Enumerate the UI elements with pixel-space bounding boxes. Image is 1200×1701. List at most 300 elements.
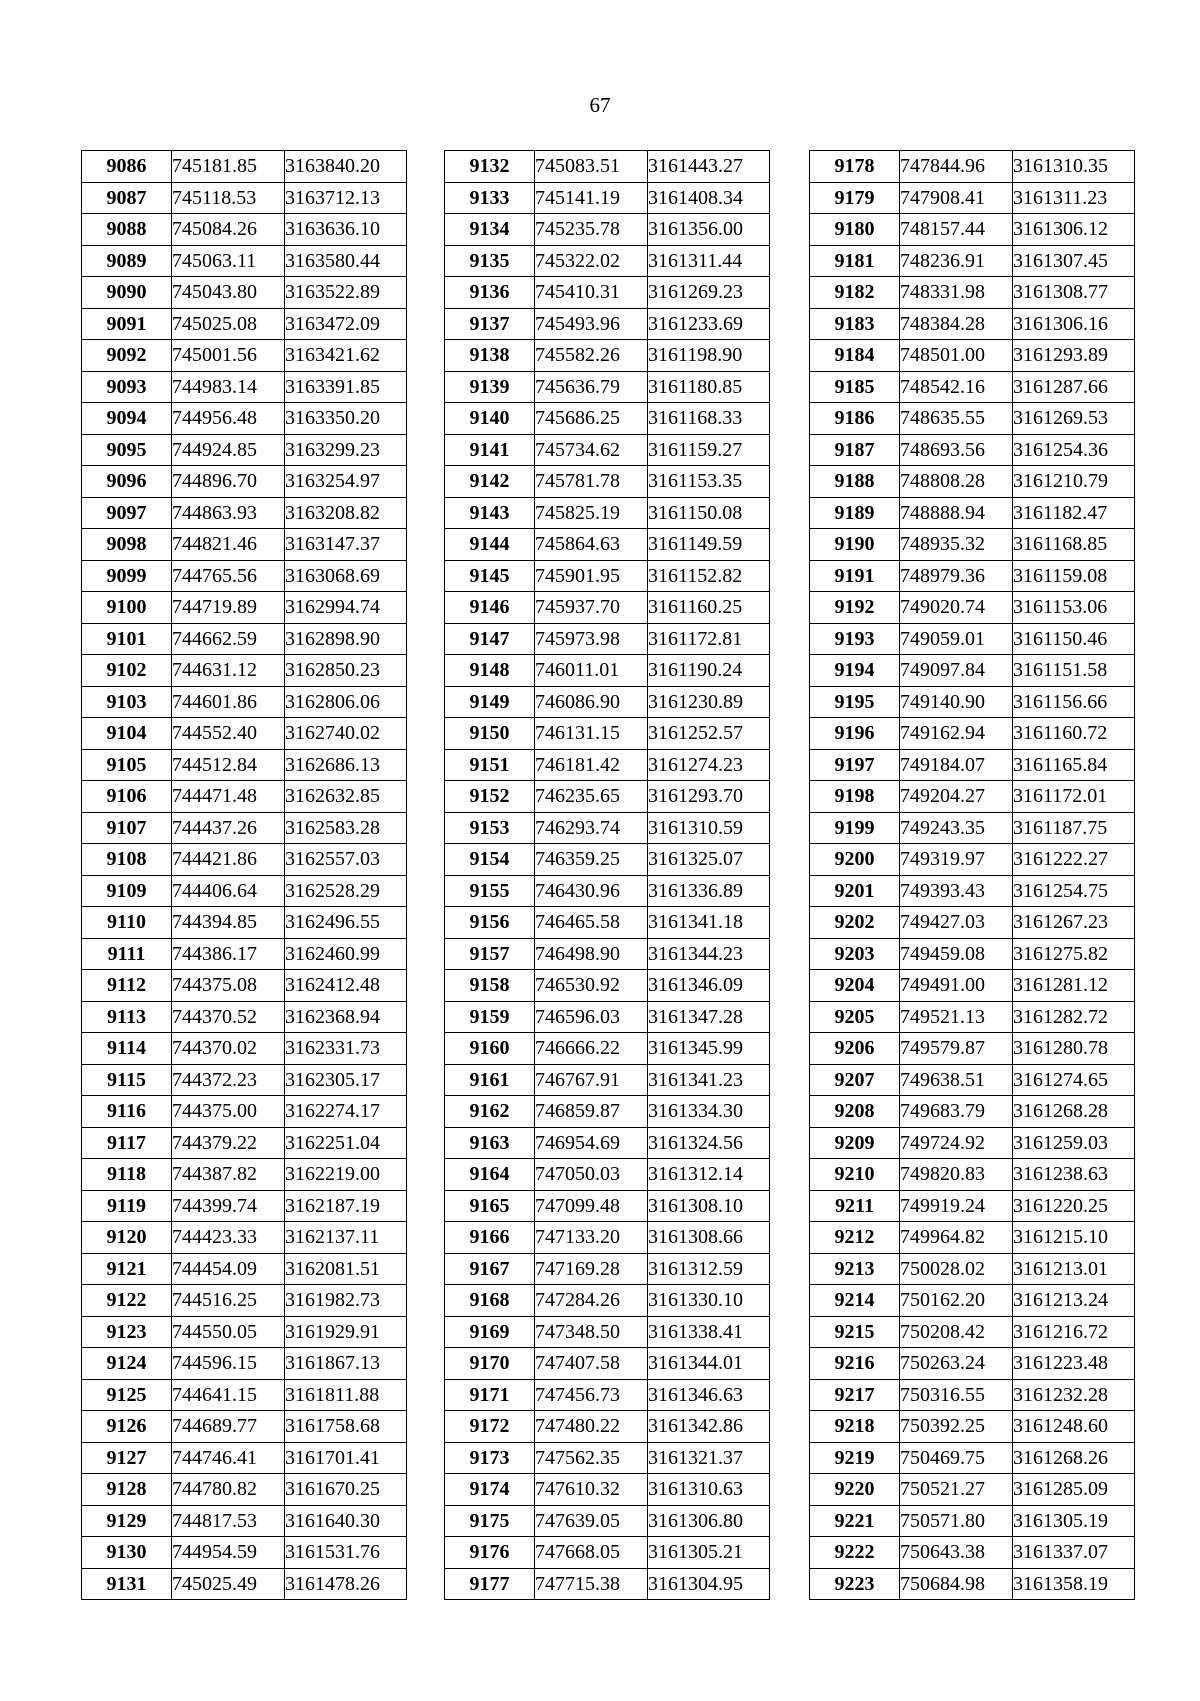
table-row: [810, 781, 1135, 813]
x-coordinate-cell: 747169.28: [535, 1253, 648, 1285]
x-coordinate-cell: 748157.44: [900, 214, 1013, 246]
table-row: [82, 907, 407, 939]
y-coordinate-cell: 3161304.95: [648, 1568, 770, 1600]
point-number-cell: 9131: [82, 1568, 172, 1600]
x-coordinate-cell: 747668.05: [535, 1537, 648, 1569]
table-row: [445, 1222, 770, 1254]
y-coordinate-cell: 3162368.94: [285, 1001, 407, 1033]
y-coordinate-cell: 3163840.20: [285, 151, 407, 183]
table-row: [445, 781, 770, 813]
x-coordinate-cell: 749097.84: [900, 655, 1013, 687]
point-number-cell: 9182: [810, 277, 900, 309]
y-coordinate-cell: 3163068.69: [285, 560, 407, 592]
x-coordinate-cell: 746530.92: [535, 970, 648, 1002]
point-number-cell: 9129: [82, 1505, 172, 1537]
table-row: [445, 938, 770, 970]
table-row: [82, 1001, 407, 1033]
point-number-cell: 9102: [82, 655, 172, 687]
x-coordinate-cell: 745322.02: [535, 245, 648, 277]
table-row: [445, 1474, 770, 1506]
point-number-cell: 9195: [810, 686, 900, 718]
x-coordinate-cell: 748501.00: [900, 340, 1013, 372]
x-coordinate-cell: 746498.90: [535, 938, 648, 970]
point-number-cell: 9171: [445, 1379, 535, 1411]
y-coordinate-cell: 3161344.23: [648, 938, 770, 970]
x-coordinate-cell: 745493.96: [535, 308, 648, 340]
y-coordinate-cell: 3162632.85: [285, 781, 407, 813]
table-row: [810, 1411, 1135, 1443]
point-number-cell: 9187: [810, 434, 900, 466]
table-row: [810, 340, 1135, 372]
point-number-cell: 9188: [810, 466, 900, 498]
y-coordinate-cell: 3161334.30: [648, 1096, 770, 1128]
table-row: [445, 1442, 770, 1474]
y-coordinate-cell: 3161330.10: [648, 1285, 770, 1317]
y-coordinate-cell: 3161312.14: [648, 1159, 770, 1191]
x-coordinate-cell: 749243.35: [900, 812, 1013, 844]
x-coordinate-cell: 747610.32: [535, 1474, 648, 1506]
y-coordinate-cell: 3162274.17: [285, 1096, 407, 1128]
point-number-cell: 9136: [445, 277, 535, 309]
point-number-cell: 9213: [810, 1253, 900, 1285]
y-coordinate-cell: 3161230.89: [648, 686, 770, 718]
point-number-cell: 9099: [82, 560, 172, 592]
x-coordinate-cell: 744406.64: [172, 875, 285, 907]
x-coordinate-cell: 745582.26: [535, 340, 648, 372]
x-coordinate-cell: 746131.15: [535, 718, 648, 750]
x-coordinate-cell: 747456.73: [535, 1379, 648, 1411]
x-coordinate-cell: 744954.59: [172, 1537, 285, 1569]
point-number-cell: 9158: [445, 970, 535, 1002]
table-row: [82, 340, 407, 372]
y-coordinate-cell: 3162305.17: [285, 1064, 407, 1096]
y-coordinate-cell: 3163350.20: [285, 403, 407, 435]
y-coordinate-cell: 3161213.01: [1013, 1253, 1135, 1285]
point-number-cell: 9168: [445, 1285, 535, 1317]
y-coordinate-cell: 3161215.10: [1013, 1222, 1135, 1254]
x-coordinate-cell: 748236.91: [900, 245, 1013, 277]
table-row: [445, 1096, 770, 1128]
table-row: [810, 403, 1135, 435]
y-coordinate-cell: 3161159.08: [1013, 560, 1135, 592]
x-coordinate-cell: 744983.14: [172, 371, 285, 403]
x-coordinate-cell: 745864.63: [535, 529, 648, 561]
table-row: [810, 938, 1135, 970]
table-row: [810, 875, 1135, 907]
table-row: [82, 1127, 407, 1159]
x-coordinate-cell: 750684.98: [900, 1568, 1013, 1600]
point-number-cell: 9121: [82, 1253, 172, 1285]
table-row: [445, 1348, 770, 1380]
point-number-cell: 9157: [445, 938, 535, 970]
y-coordinate-cell: 3161269.23: [648, 277, 770, 309]
table-row: [82, 434, 407, 466]
x-coordinate-cell: 744394.85: [172, 907, 285, 939]
y-coordinate-cell: 3161160.72: [1013, 718, 1135, 750]
point-number-cell: 9135: [445, 245, 535, 277]
table-row: [445, 1379, 770, 1411]
table-row: [445, 812, 770, 844]
table-row: [445, 875, 770, 907]
x-coordinate-cell: 747844.96: [900, 151, 1013, 183]
table-row: [82, 781, 407, 813]
y-coordinate-cell: 3161346.63: [648, 1379, 770, 1411]
y-coordinate-cell: 3161168.33: [648, 403, 770, 435]
y-coordinate-cell: 3161310.63: [648, 1474, 770, 1506]
table-row: [445, 1537, 770, 1569]
y-coordinate-cell: 3161758.68: [285, 1411, 407, 1443]
y-coordinate-cell: 3161287.66: [1013, 371, 1135, 403]
y-coordinate-cell: 3161269.53: [1013, 403, 1135, 435]
table-row: [810, 1537, 1135, 1569]
y-coordinate-cell: 3161150.46: [1013, 623, 1135, 655]
y-coordinate-cell: 3161308.77: [1013, 277, 1135, 309]
point-number-cell: 9155: [445, 875, 535, 907]
point-number-cell: 9143: [445, 497, 535, 529]
coordinate-table-3: [809, 150, 1135, 1600]
page-number: 67: [589, 93, 611, 117]
table-row: [810, 749, 1135, 781]
table-row: [82, 844, 407, 876]
table-row: [810, 1348, 1135, 1380]
x-coordinate-cell: 744516.25: [172, 1285, 285, 1317]
y-coordinate-cell: 3161159.27: [648, 434, 770, 466]
point-number-cell: 9144: [445, 529, 535, 561]
x-coordinate-cell: 744421.86: [172, 844, 285, 876]
table-row: [810, 970, 1135, 1002]
x-coordinate-cell: 748384.28: [900, 308, 1013, 340]
table-row: [810, 308, 1135, 340]
y-coordinate-cell: 3163580.44: [285, 245, 407, 277]
point-number-cell: 9119: [82, 1190, 172, 1222]
y-coordinate-cell: 3161341.18: [648, 907, 770, 939]
y-coordinate-cell: 3161310.35: [1013, 151, 1135, 183]
table-row: [445, 844, 770, 876]
table-row: [810, 1568, 1135, 1600]
point-number-cell: 9095: [82, 434, 172, 466]
x-coordinate-cell: 748888.94: [900, 497, 1013, 529]
x-coordinate-cell: 744896.70: [172, 466, 285, 498]
x-coordinate-cell: 746430.96: [535, 875, 648, 907]
point-number-cell: 9091: [82, 308, 172, 340]
point-number-cell: 9196: [810, 718, 900, 750]
table-row: [445, 623, 770, 655]
y-coordinate-cell: 3161293.89: [1013, 340, 1135, 372]
point-number-cell: 9183: [810, 308, 900, 340]
table-row: [445, 1285, 770, 1317]
point-number-cell: 9133: [445, 182, 535, 214]
point-number-cell: 9166: [445, 1222, 535, 1254]
point-number-cell: 9137: [445, 308, 535, 340]
x-coordinate-cell: 744601.86: [172, 686, 285, 718]
point-number-cell: 9175: [445, 1505, 535, 1537]
x-coordinate-cell: 745141.19: [535, 182, 648, 214]
table-row: [82, 1474, 407, 1506]
point-number-cell: 9140: [445, 403, 535, 435]
y-coordinate-cell: 3163254.97: [285, 466, 407, 498]
point-number-cell: 9100: [82, 592, 172, 624]
point-number-cell: 9113: [82, 1001, 172, 1033]
point-number-cell: 9201: [810, 875, 900, 907]
table-row: [82, 1348, 407, 1380]
table-row: [82, 1222, 407, 1254]
point-number-cell: 9125: [82, 1379, 172, 1411]
point-number-cell: 9215: [810, 1316, 900, 1348]
point-number-cell: 9219: [810, 1442, 900, 1474]
x-coordinate-cell: 746596.03: [535, 1001, 648, 1033]
y-coordinate-cell: 3161982.73: [285, 1285, 407, 1317]
point-number-cell: 9161: [445, 1064, 535, 1096]
x-coordinate-cell: 749964.82: [900, 1222, 1013, 1254]
x-coordinate-cell: 744550.05: [172, 1316, 285, 1348]
table-row: [445, 718, 770, 750]
y-coordinate-cell: 3161238.63: [1013, 1159, 1135, 1191]
table-row: [445, 686, 770, 718]
x-coordinate-cell: 746181.42: [535, 749, 648, 781]
point-number-cell: 9190: [810, 529, 900, 561]
table-row: [82, 1537, 407, 1569]
x-coordinate-cell: 745063.11: [172, 245, 285, 277]
table-row: [445, 970, 770, 1002]
point-number-cell: 9220: [810, 1474, 900, 1506]
point-number-cell: 9111: [82, 938, 172, 970]
x-coordinate-cell: 747348.50: [535, 1316, 648, 1348]
y-coordinate-cell: 3161670.25: [285, 1474, 407, 1506]
point-number-cell: 9127: [82, 1442, 172, 1474]
x-coordinate-cell: 746011.01: [535, 655, 648, 687]
y-coordinate-cell: 3161182.47: [1013, 497, 1135, 529]
table-row: [82, 466, 407, 498]
y-coordinate-cell: 3163522.89: [285, 277, 407, 309]
point-number-cell: 9126: [82, 1411, 172, 1443]
table-row: [445, 1568, 770, 1600]
point-number-cell: 9096: [82, 466, 172, 498]
y-coordinate-cell: 3162686.13: [285, 749, 407, 781]
table-row: [445, 1159, 770, 1191]
x-coordinate-cell: 749427.03: [900, 907, 1013, 939]
table-row: [82, 1316, 407, 1348]
y-coordinate-cell: 3161252.57: [648, 718, 770, 750]
y-coordinate-cell: 3163147.37: [285, 529, 407, 561]
x-coordinate-cell: 746235.65: [535, 781, 648, 813]
point-number-cell: 9164: [445, 1159, 535, 1191]
y-coordinate-cell: 3161307.45: [1013, 245, 1135, 277]
table-row: [810, 1001, 1135, 1033]
x-coordinate-cell: 745181.85: [172, 151, 285, 183]
point-number-cell: 9154: [445, 844, 535, 876]
x-coordinate-cell: 747639.05: [535, 1505, 648, 1537]
table-row: [810, 1505, 1135, 1537]
y-coordinate-cell: 3161342.86: [648, 1411, 770, 1443]
y-coordinate-cell: 3161282.72: [1013, 1001, 1135, 1033]
point-number-cell: 9202: [810, 907, 900, 939]
table-row: [810, 560, 1135, 592]
table-row: [82, 1064, 407, 1096]
point-number-cell: 9207: [810, 1064, 900, 1096]
x-coordinate-cell: 746767.91: [535, 1064, 648, 1096]
x-coordinate-cell: 744387.82: [172, 1159, 285, 1191]
y-coordinate-cell: 3161408.34: [648, 182, 770, 214]
table-row: [445, 529, 770, 561]
x-coordinate-cell: 744454.09: [172, 1253, 285, 1285]
x-coordinate-cell: 749491.00: [900, 970, 1013, 1002]
table-row: [82, 308, 407, 340]
y-coordinate-cell: 3162850.23: [285, 655, 407, 687]
y-coordinate-cell: 3161701.41: [285, 1442, 407, 1474]
point-number-cell: 9181: [810, 245, 900, 277]
y-coordinate-cell: 3163299.23: [285, 434, 407, 466]
point-number-cell: 9142: [445, 466, 535, 498]
y-coordinate-cell: 3162137.11: [285, 1222, 407, 1254]
point-number-cell: 9192: [810, 592, 900, 624]
table-row: [810, 1285, 1135, 1317]
x-coordinate-cell: 744399.74: [172, 1190, 285, 1222]
point-number-cell: 9090: [82, 277, 172, 309]
x-coordinate-cell: 748542.16: [900, 371, 1013, 403]
y-coordinate-cell: 3161165.84: [1013, 749, 1135, 781]
y-coordinate-cell: 3161153.35: [648, 466, 770, 498]
x-coordinate-cell: 744372.23: [172, 1064, 285, 1096]
y-coordinate-cell: 3163472.09: [285, 308, 407, 340]
point-number-cell: 9176: [445, 1537, 535, 1569]
x-coordinate-cell: 744817.53: [172, 1505, 285, 1537]
point-number-cell: 9128: [82, 1474, 172, 1506]
x-coordinate-cell: 744746.41: [172, 1442, 285, 1474]
y-coordinate-cell: 3162460.99: [285, 938, 407, 970]
x-coordinate-cell: 747562.35: [535, 1442, 648, 1474]
y-coordinate-cell: 3162557.03: [285, 844, 407, 876]
y-coordinate-cell: 3161274.23: [648, 749, 770, 781]
table-row: [82, 938, 407, 970]
x-coordinate-cell: 744956.48: [172, 403, 285, 435]
table-row: [82, 151, 407, 183]
table-row: [82, 245, 407, 277]
y-coordinate-cell: 3161358.19: [1013, 1568, 1135, 1600]
table-row: [445, 1001, 770, 1033]
x-coordinate-cell: 744386.17: [172, 938, 285, 970]
table-row: [82, 686, 407, 718]
point-number-cell: 9222: [810, 1537, 900, 1569]
x-coordinate-cell: 745235.78: [535, 214, 648, 246]
y-coordinate-cell: 3161293.70: [648, 781, 770, 813]
y-coordinate-cell: 3161478.26: [285, 1568, 407, 1600]
x-coordinate-cell: 749393.43: [900, 875, 1013, 907]
x-coordinate-cell: 746359.25: [535, 844, 648, 876]
y-coordinate-cell: 3161305.19: [1013, 1505, 1135, 1537]
x-coordinate-cell: 750316.55: [900, 1379, 1013, 1411]
coordinate-table-1: [81, 150, 407, 1600]
point-number-cell: 9205: [810, 1001, 900, 1033]
point-number-cell: 9189: [810, 497, 900, 529]
x-coordinate-cell: 744512.84: [172, 749, 285, 781]
point-number-cell: 9191: [810, 560, 900, 592]
point-number-cell: 9116: [82, 1096, 172, 1128]
point-number-cell: 9086: [82, 151, 172, 183]
point-number-cell: 9107: [82, 812, 172, 844]
y-coordinate-cell: 3162528.29: [285, 875, 407, 907]
y-coordinate-cell: 3161168.85: [1013, 529, 1135, 561]
point-number-cell: 9087: [82, 182, 172, 214]
table-row: [810, 529, 1135, 561]
y-coordinate-cell: 3161172.81: [648, 623, 770, 655]
y-coordinate-cell: 3161190.24: [648, 655, 770, 687]
table-row: [810, 1033, 1135, 1065]
y-coordinate-cell: 3161152.82: [648, 560, 770, 592]
x-coordinate-cell: 744641.15: [172, 1379, 285, 1411]
point-number-cell: 9150: [445, 718, 535, 750]
y-coordinate-cell: 3161210.79: [1013, 466, 1135, 498]
y-coordinate-cell: 3161338.41: [648, 1316, 770, 1348]
x-coordinate-cell: 748693.56: [900, 434, 1013, 466]
y-coordinate-cell: 3163208.82: [285, 497, 407, 529]
y-coordinate-cell: 3161153.06: [1013, 592, 1135, 624]
x-coordinate-cell: 747407.58: [535, 1348, 648, 1380]
point-number-cell: 9209: [810, 1127, 900, 1159]
point-number-cell: 9093: [82, 371, 172, 403]
table-row: [82, 277, 407, 309]
x-coordinate-cell: 747133.20: [535, 1222, 648, 1254]
x-coordinate-cell: 745410.31: [535, 277, 648, 309]
y-coordinate-cell: 3161811.88: [285, 1379, 407, 1411]
point-number-cell: 9108: [82, 844, 172, 876]
y-coordinate-cell: 3161187.75: [1013, 812, 1135, 844]
y-coordinate-cell: 3162898.90: [285, 623, 407, 655]
point-number-cell: 9200: [810, 844, 900, 876]
y-coordinate-cell: 3161172.01: [1013, 781, 1135, 813]
point-number-cell: 9180: [810, 214, 900, 246]
table-row: [810, 151, 1135, 183]
table-row: [82, 1505, 407, 1537]
y-coordinate-cell: 3163421.62: [285, 340, 407, 372]
table-row: [82, 1253, 407, 1285]
x-coordinate-cell: 745825.19: [535, 497, 648, 529]
point-number-cell: 9162: [445, 1096, 535, 1128]
point-number-cell: 9134: [445, 214, 535, 246]
point-number-cell: 9169: [445, 1316, 535, 1348]
x-coordinate-cell: 744689.77: [172, 1411, 285, 1443]
x-coordinate-cell: 744596.15: [172, 1348, 285, 1380]
table-row: [810, 1096, 1135, 1128]
point-number-cell: 9178: [810, 151, 900, 183]
point-number-cell: 9092: [82, 340, 172, 372]
y-coordinate-cell: 3161151.58: [1013, 655, 1135, 687]
table-row: [82, 497, 407, 529]
table-row: [82, 371, 407, 403]
x-coordinate-cell: 749820.83: [900, 1159, 1013, 1191]
x-coordinate-cell: 744719.89: [172, 592, 285, 624]
point-number-cell: 9153: [445, 812, 535, 844]
x-coordinate-cell: 744765.56: [172, 560, 285, 592]
point-number-cell: 9223: [810, 1568, 900, 1600]
y-coordinate-cell: 3161345.99: [648, 1033, 770, 1065]
table-row: [82, 875, 407, 907]
x-coordinate-cell: 748331.98: [900, 277, 1013, 309]
table-row: [445, 340, 770, 372]
y-coordinate-cell: 3161198.90: [648, 340, 770, 372]
x-coordinate-cell: 744631.12: [172, 655, 285, 687]
x-coordinate-cell: 748635.55: [900, 403, 1013, 435]
point-number-cell: 9194: [810, 655, 900, 687]
x-coordinate-cell: 745025.08: [172, 308, 285, 340]
y-coordinate-cell: 3161929.91: [285, 1316, 407, 1348]
y-coordinate-cell: 3161443.27: [648, 151, 770, 183]
table-row: [82, 1285, 407, 1317]
table-row: [810, 214, 1135, 246]
x-coordinate-cell: 749683.79: [900, 1096, 1013, 1128]
table-row: [810, 1316, 1135, 1348]
x-coordinate-cell: 748935.32: [900, 529, 1013, 561]
point-number-cell: 9109: [82, 875, 172, 907]
